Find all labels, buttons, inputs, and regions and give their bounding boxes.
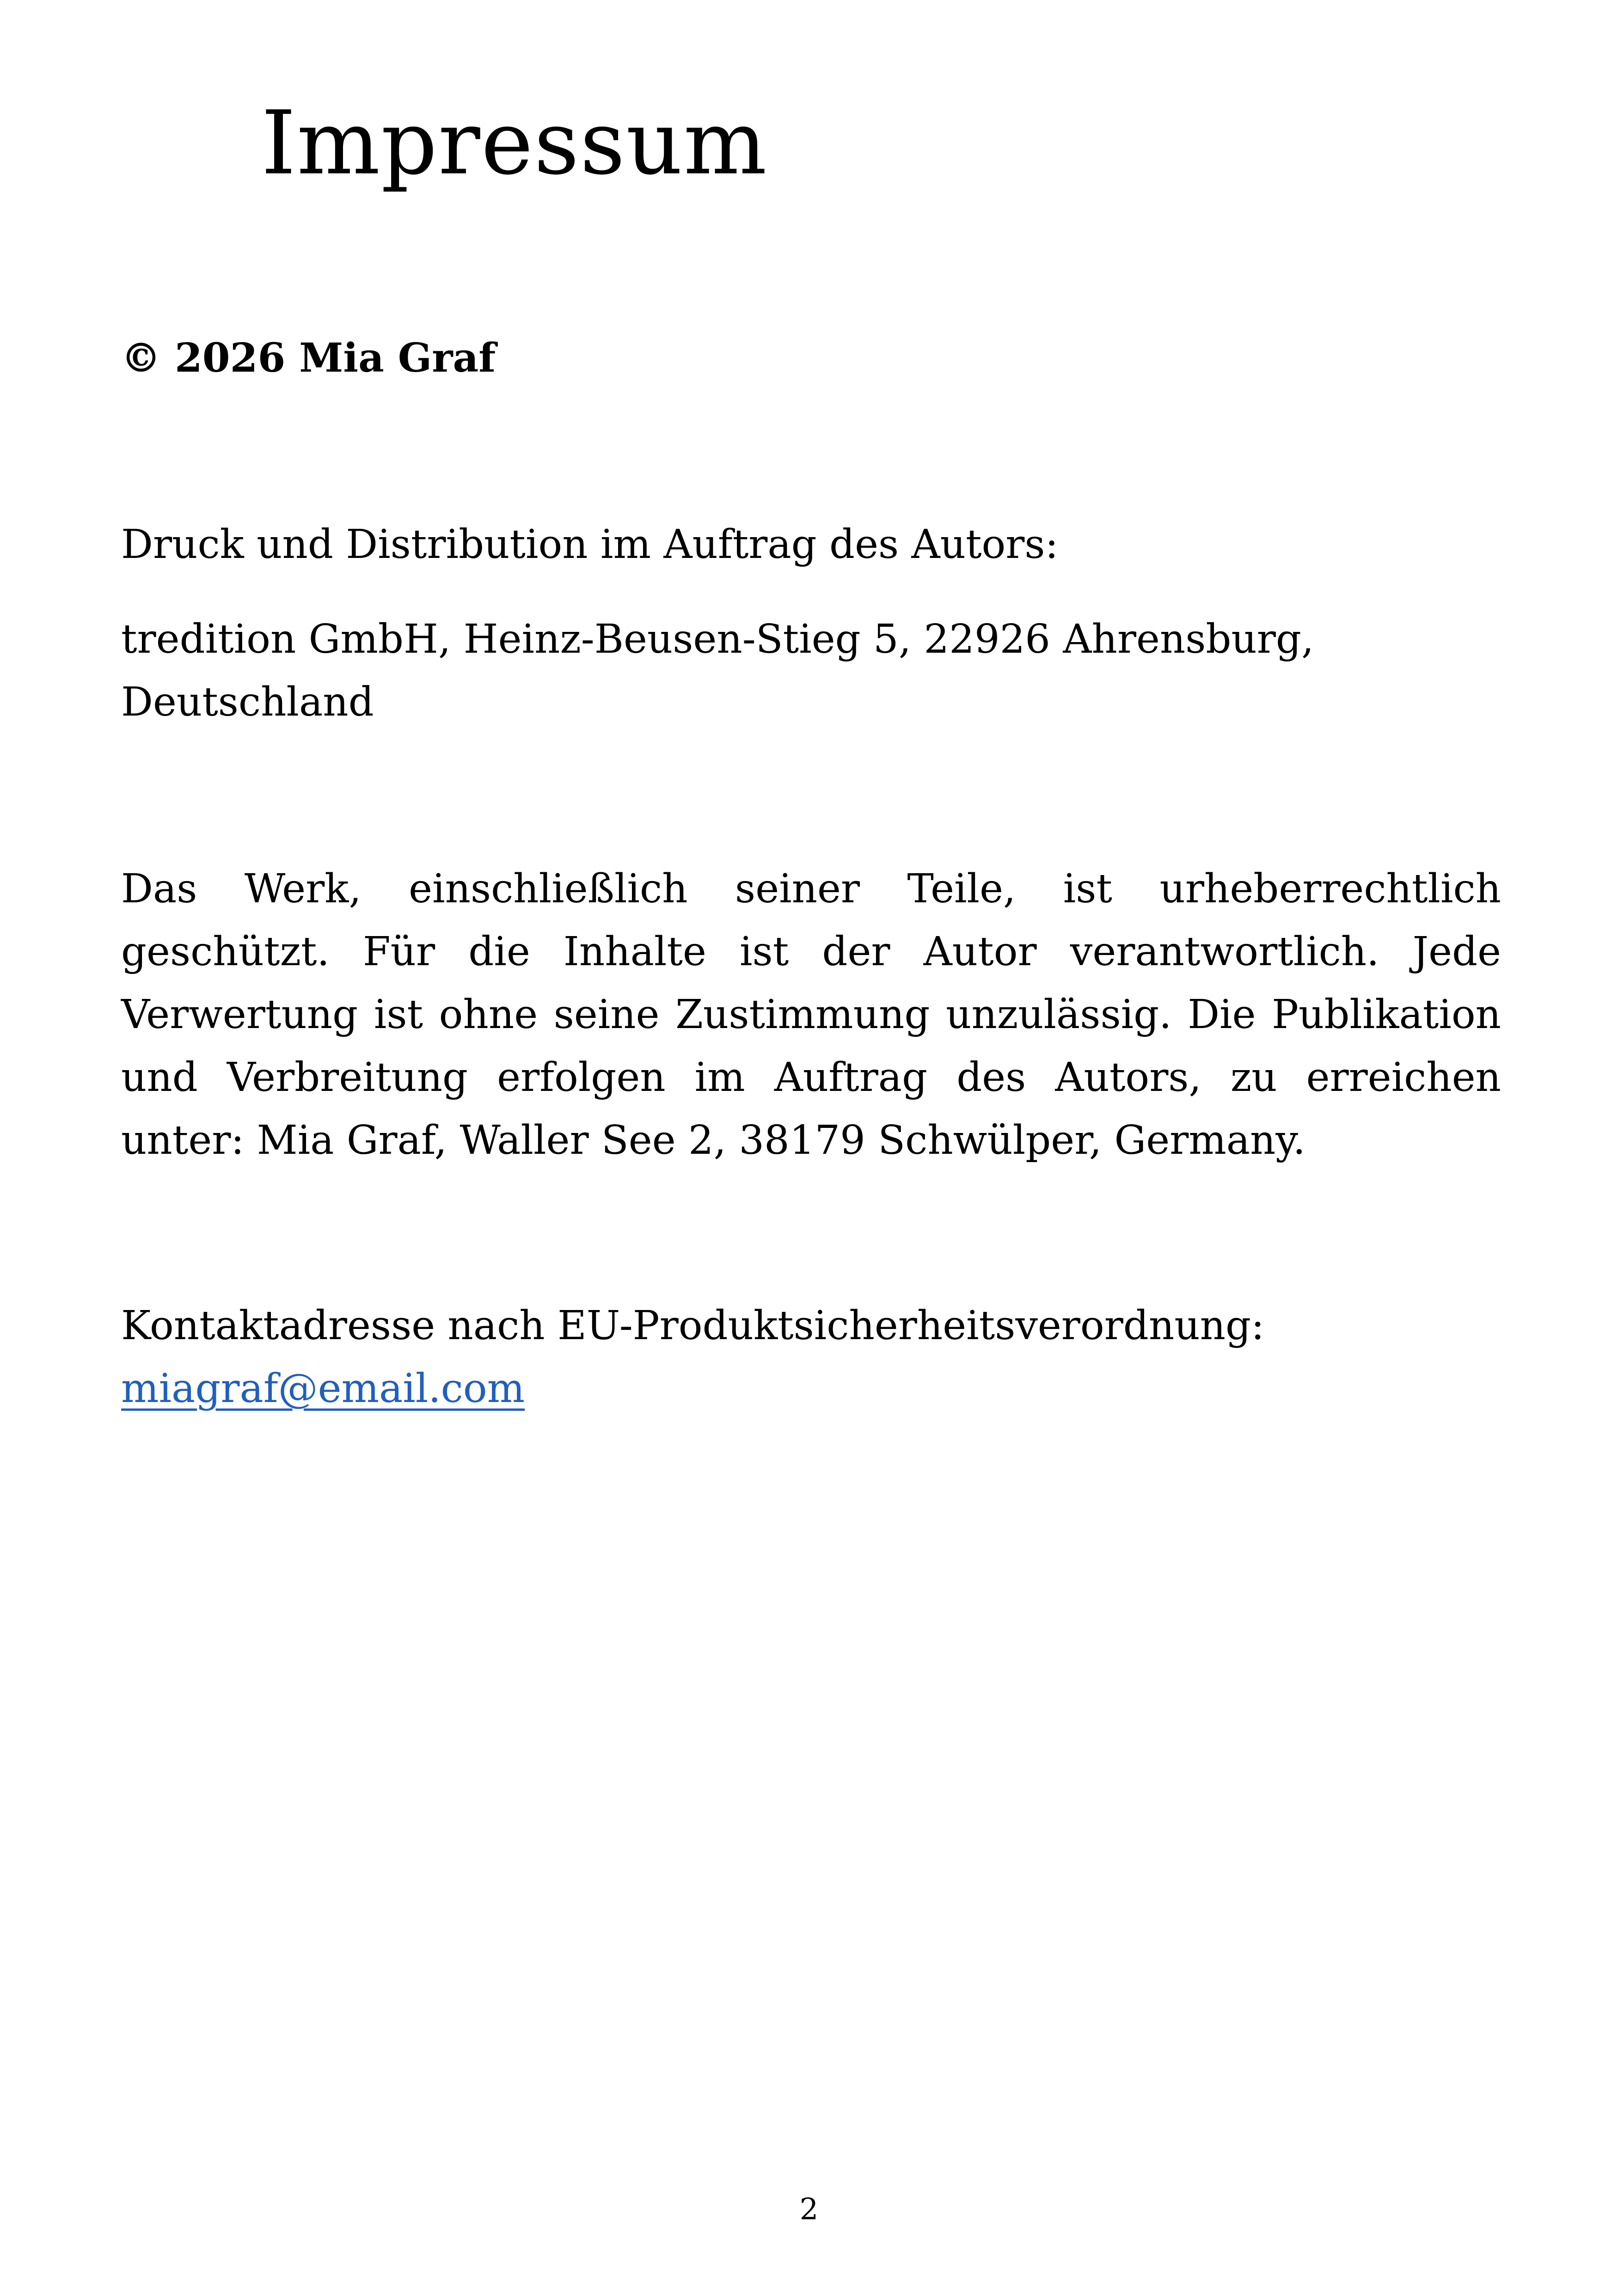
contact-email-link[interactable]: miagraf@email.com [121, 1365, 525, 1412]
page-title: Impressum [261, 92, 768, 194]
contact-section [121, 1294, 1501, 1420]
copyright-notice: © 2026 Mia Graf [121, 335, 496, 381]
printer-address: tredition GmbH, Heinz-Beusen-Stieg 5, 22926 Ahrensburg, Deutschland [121, 616, 1314, 725]
rights-paragraph: Das Werk, einschließlich seiner Teile, ist urheberrechtlich geschützt. Für die Inhalte ist der Autor verantwortlich. Jede Verwertung ist ohne seine Zustimmung unzulässig. Die Publikation und Verbreitung erfolgen im Auftrag des Autors, zu erreichen unter: Mia Graf, Waller See 2, 38179 Schwülper, Germany. [121, 866, 1501, 1163]
printer-label: Druck und Distribution im Auftrag des Autors: [121, 521, 1059, 568]
page-number: 2 [799, 2192, 819, 2227]
contact-label: Kontaktadresse nach EU-Produktsicherheitsverordnung: [121, 1303, 1265, 1349]
